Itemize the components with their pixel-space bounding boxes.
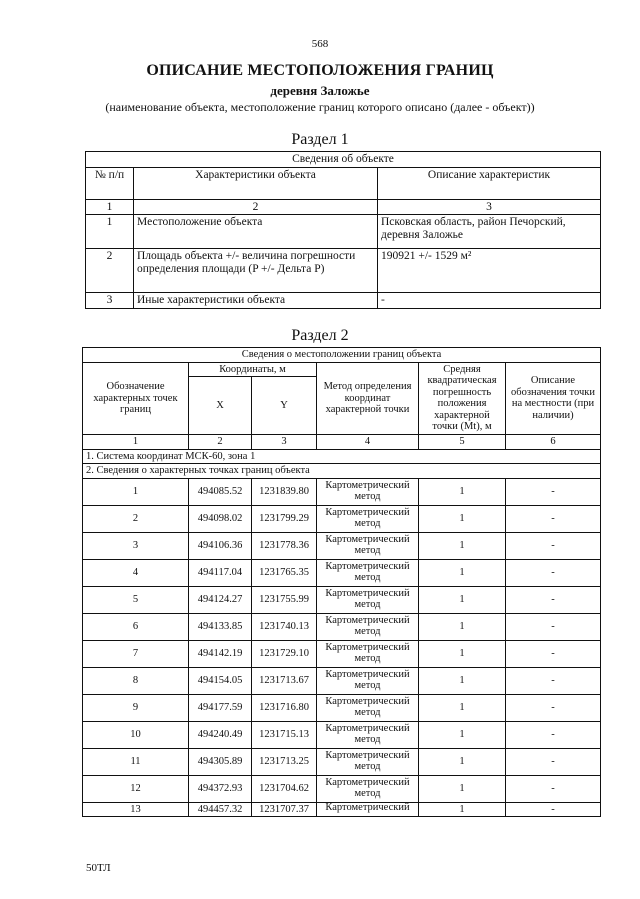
point-description: -	[506, 640, 601, 667]
col-header-x: X	[189, 377, 252, 435]
point-description: -	[506, 721, 601, 748]
col-index: 4	[317, 435, 419, 450]
section-1-heading: Раздел 1	[291, 131, 349, 148]
point-method: Картометрический метод	[317, 505, 419, 532]
point-number: 1	[83, 478, 189, 505]
object-name: деревня Заложье	[270, 83, 370, 98]
col-header-y: Y	[252, 377, 317, 435]
point-y: 1231778.36	[252, 532, 317, 559]
point-x: 494305.89	[189, 748, 252, 775]
point-method: Картометрический метод	[317, 667, 419, 694]
point-number: 11	[83, 748, 189, 775]
point-description: -	[506, 613, 601, 640]
point-x: 494154.05	[189, 667, 252, 694]
row-description: -	[378, 293, 601, 309]
row-description: 190921 +/- 1529 м²	[378, 249, 601, 293]
row-description: Псковская область, район Печорский, деревня Заложье	[378, 215, 601, 249]
row-characteristic: Иные характеристики объекта	[134, 293, 378, 309]
point-y: 1231755.99	[252, 586, 317, 613]
point-x: 494240.49	[189, 721, 252, 748]
point-number: 4	[83, 559, 189, 586]
col-index: 1	[83, 435, 189, 450]
point-description: -	[506, 559, 601, 586]
point-number: 7	[83, 640, 189, 667]
point-x: 494133.85	[189, 613, 252, 640]
point-method: Картометрический метод	[317, 721, 419, 748]
point-error: 1	[419, 802, 506, 817]
point-method: Картометрический метод	[317, 640, 419, 667]
point-description: -	[506, 667, 601, 694]
object-info-table	[85, 151, 601, 309]
table-row	[83, 559, 601, 586]
point-y: 1231839.80	[252, 478, 317, 505]
col-header-description: Описание обозначения точки на местности (при наличии)	[506, 362, 601, 435]
point-method: Картометрический метод	[317, 694, 419, 721]
point-error: 1	[419, 748, 506, 775]
point-y: 1231713.67	[252, 667, 317, 694]
point-y: 1231707.37	[252, 802, 317, 817]
col-header-coordinates: Координаты, м	[189, 362, 317, 377]
point-method: Картометрический метод	[317, 775, 419, 802]
row-number: 2	[86, 249, 134, 293]
point-method: Картометрический	[317, 802, 419, 817]
table-row	[83, 640, 601, 667]
point-method: Картометрический метод	[317, 586, 419, 613]
table-row	[83, 532, 601, 559]
point-number: 5	[83, 586, 189, 613]
table-row	[83, 802, 601, 817]
col-index: 1	[86, 199, 134, 215]
point-error: 1	[419, 478, 506, 505]
table-title: Сведения об объекте	[86, 152, 601, 168]
point-x: 494177.59	[189, 694, 252, 721]
table-row	[83, 721, 601, 748]
point-error: 1	[419, 586, 506, 613]
col-index: 2	[134, 199, 378, 215]
boundary-points-table	[82, 347, 601, 817]
col-index: 2	[189, 435, 252, 450]
table-row	[83, 586, 601, 613]
point-error: 1	[419, 505, 506, 532]
table-row	[83, 478, 601, 505]
point-y: 1231729.10	[252, 640, 317, 667]
point-description: -	[506, 586, 601, 613]
row-number: 3	[86, 293, 134, 309]
point-number: 12	[83, 775, 189, 802]
point-number: 3	[83, 532, 189, 559]
table-row	[83, 667, 601, 694]
document-title: ОПИСАНИЕ МЕСТОПОЛОЖЕНИЯ ГРАНИЦ	[146, 62, 494, 79]
col-index: 6	[506, 435, 601, 450]
point-x: 494457.32	[189, 802, 252, 817]
point-method: Картометрический метод	[317, 478, 419, 505]
table-row	[86, 293, 601, 309]
point-x: 494142.19	[189, 640, 252, 667]
point-x: 494117.04	[189, 559, 252, 586]
point-number: 9	[83, 694, 189, 721]
point-x: 494124.27	[189, 586, 252, 613]
table-row	[83, 748, 601, 775]
point-y: 1231715.13	[252, 721, 317, 748]
point-description: -	[506, 505, 601, 532]
col-header-characteristic: Характеристики объекта	[134, 167, 378, 199]
point-error: 1	[419, 775, 506, 802]
point-number: 6	[83, 613, 189, 640]
point-method: Картометрический метод	[317, 748, 419, 775]
col-header-num: № п/п	[86, 167, 134, 199]
point-y: 1231740.13	[252, 613, 317, 640]
point-x: 494098.02	[189, 505, 252, 532]
point-y: 1231713.25	[252, 748, 317, 775]
point-number: 2	[83, 505, 189, 532]
col-header-method: Метод определения координат характерной точки	[317, 362, 419, 435]
point-error: 1	[419, 667, 506, 694]
table-row	[86, 215, 601, 249]
object-note: (наименование объекта, местоположение границ которого описано (далее - объект))	[105, 100, 535, 114]
table-row	[83, 505, 601, 532]
col-index: 3	[252, 435, 317, 450]
col-header-description: Описание характеристик	[378, 167, 601, 199]
point-number: 10	[83, 721, 189, 748]
point-y: 1231704.62	[252, 775, 317, 802]
point-y: 1231716.80	[252, 694, 317, 721]
table-row	[83, 694, 601, 721]
table-row	[83, 613, 601, 640]
point-y: 1231765.35	[252, 559, 317, 586]
point-x: 494085.52	[189, 478, 252, 505]
point-error: 1	[419, 559, 506, 586]
point-method: Картометрический метод	[317, 532, 419, 559]
point-error: 1	[419, 613, 506, 640]
point-y: 1231799.29	[252, 505, 317, 532]
section-2-heading: Раздел 2	[291, 327, 349, 344]
col-index: 5	[419, 435, 506, 450]
points-section-row: 2. Сведения о характерных точках границ объекта	[83, 464, 601, 479]
point-error: 1	[419, 721, 506, 748]
col-header-error: Средняя квадратическая погрешность положения характерной точки (Mt), м	[419, 362, 506, 435]
table-title: Сведения о местоположении границ объекта	[83, 348, 601, 363]
point-description: -	[506, 478, 601, 505]
row-characteristic: Площадь объекта +/- величина погрешности определения площади (P +/- Дельта P)	[134, 249, 378, 293]
row-number: 1	[86, 215, 134, 249]
point-error: 1	[419, 532, 506, 559]
table-row	[83, 775, 601, 802]
col-header-point: Обозначение характерных точек границ	[83, 362, 189, 435]
row-characteristic: Местоположение объекта	[134, 215, 378, 249]
point-error: 1	[419, 694, 506, 721]
point-method: Картометрический метод	[317, 613, 419, 640]
point-description: -	[506, 802, 601, 817]
point-error: 1	[419, 640, 506, 667]
page-number: 568	[311, 38, 329, 50]
table-row	[86, 249, 601, 293]
coordinate-system-row: 1. Система координат МСК-60, зона 1	[83, 449, 601, 464]
point-number: 13	[83, 802, 189, 817]
footer-code: 50ТЛ	[86, 862, 111, 874]
point-method: Картометрический метод	[317, 559, 419, 586]
point-description: -	[506, 694, 601, 721]
point-x: 494106.36	[189, 532, 252, 559]
point-description: -	[506, 748, 601, 775]
point-x: 494372.93	[189, 775, 252, 802]
point-description: -	[506, 775, 601, 802]
col-index: 3	[378, 199, 601, 215]
point-description: -	[506, 532, 601, 559]
point-number: 8	[83, 667, 189, 694]
